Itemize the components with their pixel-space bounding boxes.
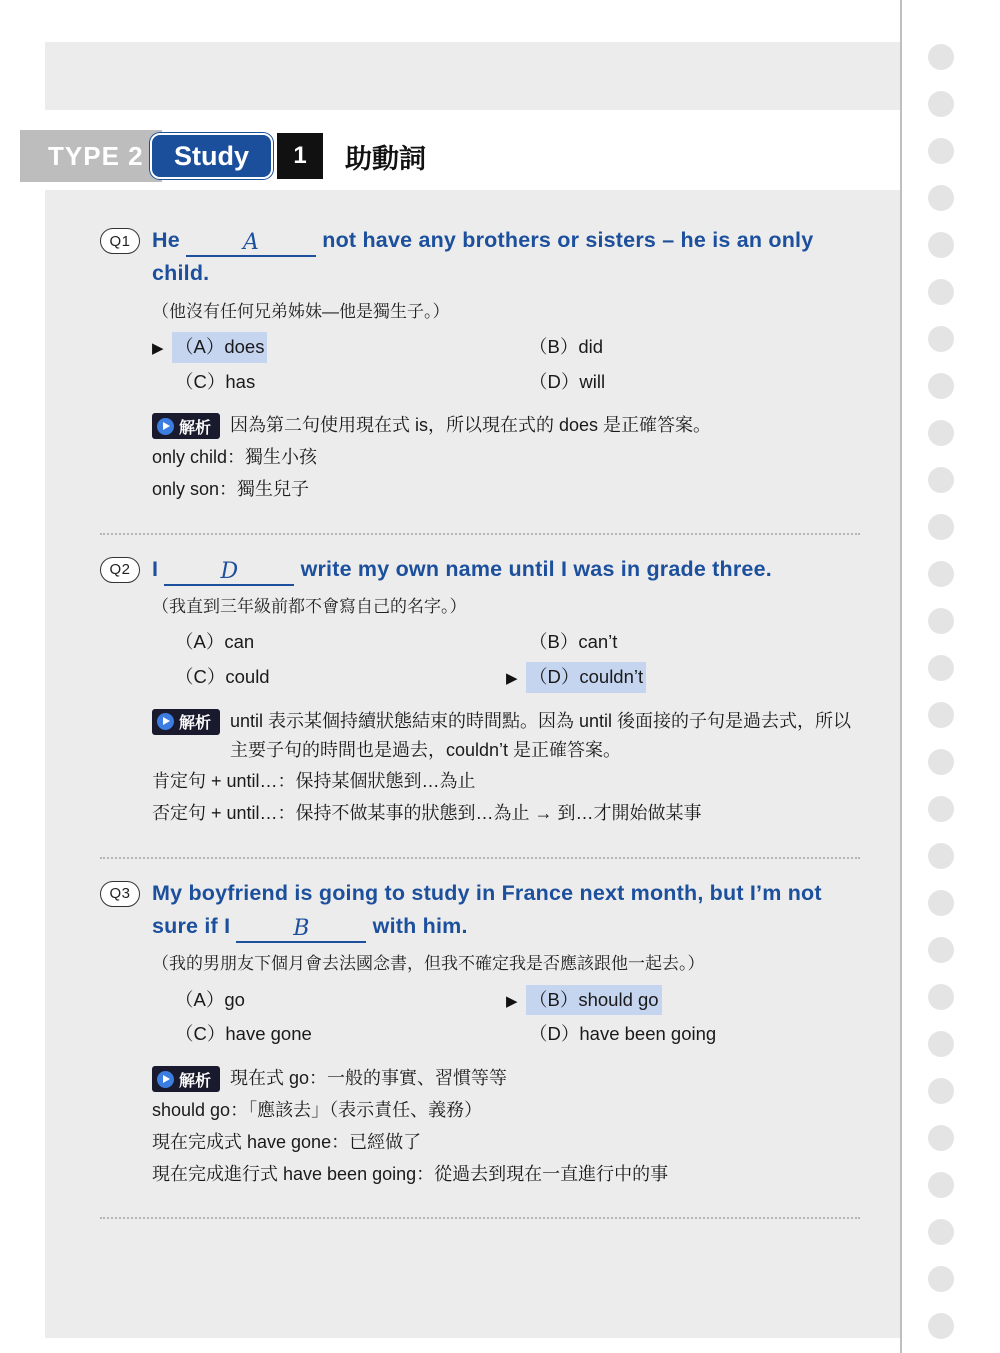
- explanation-note: 否定句 + until…：保持不做某事的狀態到…為止 → 到…才開始做某事: [152, 803, 702, 824]
- punch-hole: [928, 890, 954, 916]
- question-number: Q2: [100, 557, 140, 583]
- explanation-row: [152, 1064, 860, 1093]
- question-number: Q3: [100, 881, 140, 907]
- explanation-text: 現在式 go：一般的事實、習慣等等: [230, 1068, 508, 1089]
- explanation-row: [152, 411, 860, 440]
- explanation-text: until 表示某個持續狀態結束的時間點。因為 until 後面接的子句是過去式，所以主要子句的時間也是過去，couldn’t 是正確答案。: [230, 710, 852, 760]
- stem-prefix: He: [152, 228, 180, 252]
- option-item[interactable]: [152, 625, 506, 660]
- explanation-badge-label: 解析: [179, 715, 212, 733]
- punch-hole: [928, 44, 954, 70]
- question-body: [152, 877, 860, 1190]
- explanation-audio-badge[interactable]: [152, 413, 220, 439]
- explanation-note: only child：獨生小孩: [152, 447, 318, 468]
- section-header: [20, 130, 900, 182]
- punch-hole: [928, 608, 954, 634]
- option-label: （B）should go: [526, 985, 662, 1016]
- option-item[interactable]: [506, 625, 860, 660]
- explanation-note: 肯定句 + until…：保持某個狀態到…為止: [152, 771, 476, 792]
- punch-hole: [928, 1078, 954, 1104]
- punch-hole: [928, 561, 954, 587]
- punch-hole: [928, 91, 954, 117]
- punch-hole: [928, 420, 954, 446]
- punch-hole: [928, 843, 954, 869]
- option-list: [152, 330, 860, 399]
- correct-answer-arrow-icon: ▶: [152, 340, 164, 358]
- option-item[interactable]: [152, 330, 506, 365]
- punch-hole: [928, 279, 954, 305]
- explanation-text: 因為第二句使用現在式 is，所以現在式的 does 是正確答案。: [230, 415, 712, 436]
- study-number: 1: [277, 133, 323, 179]
- explanation-note: only son：獨生兒子: [152, 479, 310, 500]
- explanation-audio-badge[interactable]: [152, 709, 220, 735]
- stem-suffix: not have any brothers or sisters – he is an only child.: [152, 228, 814, 286]
- punch-hole: [928, 984, 954, 1010]
- punch-hole: [928, 937, 954, 963]
- answer-blank: D: [164, 560, 294, 586]
- punch-hole: [928, 1313, 954, 1339]
- punch-hole: [928, 326, 954, 352]
- type-badge: TYPE 2: [20, 130, 162, 182]
- punch-hole-rail: [900, 0, 1000, 1353]
- play-icon: [157, 1071, 174, 1088]
- explanation-note: 現在完成式 have gone：已經做了: [152, 1132, 422, 1153]
- explanation-audio-badge[interactable]: [152, 1066, 220, 1092]
- question-divider: [100, 857, 860, 859]
- play-icon: [157, 713, 174, 730]
- question-body: [152, 224, 860, 505]
- question-translation: （我直到三年級前都不會寫自己的名字。）: [152, 596, 467, 616]
- punch-hole: [928, 138, 954, 164]
- punch-hole: [928, 1266, 954, 1292]
- question-block: [100, 224, 860, 523]
- study-pill: Study: [150, 133, 273, 179]
- question-stem: [152, 877, 860, 944]
- option-label: （A）go: [175, 988, 245, 1010]
- option-label: （C）could: [175, 666, 270, 688]
- option-item[interactable]: [506, 330, 860, 365]
- option-item[interactable]: [152, 1017, 506, 1052]
- question-divider: [100, 1217, 860, 1219]
- question-divider: [100, 533, 860, 535]
- stem-suffix: write my own name until I was in grade three.: [300, 556, 772, 581]
- question-stem: [152, 224, 860, 291]
- punch-hole: [928, 185, 954, 211]
- punch-hole: [928, 1031, 954, 1057]
- stem-prefix: My boyfriend is going to study in France next month, but I’m not sure if I: [152, 880, 822, 938]
- answer-blank: A: [186, 231, 316, 257]
- play-icon: [157, 418, 174, 435]
- explanation-badge-label: 解析: [179, 419, 212, 437]
- explanation-note: 現在完成進行式 have been going：從過去到現在一直進行中的事: [152, 1164, 669, 1185]
- question-translation: （他沒有任何兄弟姊妹—他是獨生子。）: [152, 301, 450, 321]
- option-item[interactable]: [506, 660, 860, 695]
- question-list: [100, 224, 860, 1219]
- punch-hole: [928, 232, 954, 258]
- punch-hole: [928, 373, 954, 399]
- punch-hole: [928, 1172, 954, 1198]
- question-block: [100, 553, 860, 847]
- question-body: [152, 553, 860, 829]
- option-item[interactable]: [506, 1017, 860, 1052]
- option-item[interactable]: [506, 983, 860, 1018]
- punch-hole: [928, 514, 954, 540]
- correct-answer-arrow-icon: ▶: [506, 670, 518, 688]
- option-label: （D）will: [529, 370, 606, 392]
- explanation-badge-label: 解析: [179, 1072, 212, 1090]
- punch-hole: [928, 1219, 954, 1245]
- option-label: （D）couldn’t: [526, 662, 646, 693]
- explanation-row: [152, 707, 860, 765]
- option-item[interactable]: [152, 983, 506, 1018]
- question-block: [100, 877, 860, 1208]
- option-item[interactable]: [506, 365, 860, 400]
- option-item[interactable]: [152, 365, 506, 400]
- option-label: （A）does: [172, 332, 267, 363]
- option-list: [152, 625, 860, 694]
- punch-hole: [928, 655, 954, 681]
- punch-hole: [928, 1125, 954, 1151]
- option-label: （B）can’t: [529, 631, 618, 653]
- questions-panel: [45, 190, 900, 1338]
- option-label: （D）have been going: [529, 1023, 717, 1045]
- correct-answer-arrow-icon: ▶: [506, 992, 518, 1010]
- punch-hole: [928, 749, 954, 775]
- option-label: （C）has: [175, 370, 256, 392]
- option-label: （C）have gone: [175, 1023, 312, 1045]
- option-list: [152, 983, 860, 1052]
- question-translation: （我的男朋友下個月會去法國念書，但我不確定我是否應該跟他一起去。）: [152, 954, 705, 974]
- punch-hole: [928, 702, 954, 728]
- stem-suffix: with him.: [372, 913, 468, 938]
- question-number: Q1: [100, 228, 140, 254]
- top-strip: [45, 42, 900, 110]
- page-title: 助動詞: [345, 143, 427, 174]
- answer-blank: B: [236, 917, 366, 943]
- question-stem: [152, 553, 860, 586]
- option-label: （B）did: [529, 336, 604, 358]
- explanation-note: should go：「應該去」（表示責任、義務）: [152, 1099, 483, 1120]
- stem-prefix: I: [152, 556, 159, 581]
- option-item[interactable]: [152, 660, 506, 695]
- option-label: （A）can: [175, 631, 255, 653]
- punch-hole: [928, 796, 954, 822]
- punch-hole: [928, 467, 954, 493]
